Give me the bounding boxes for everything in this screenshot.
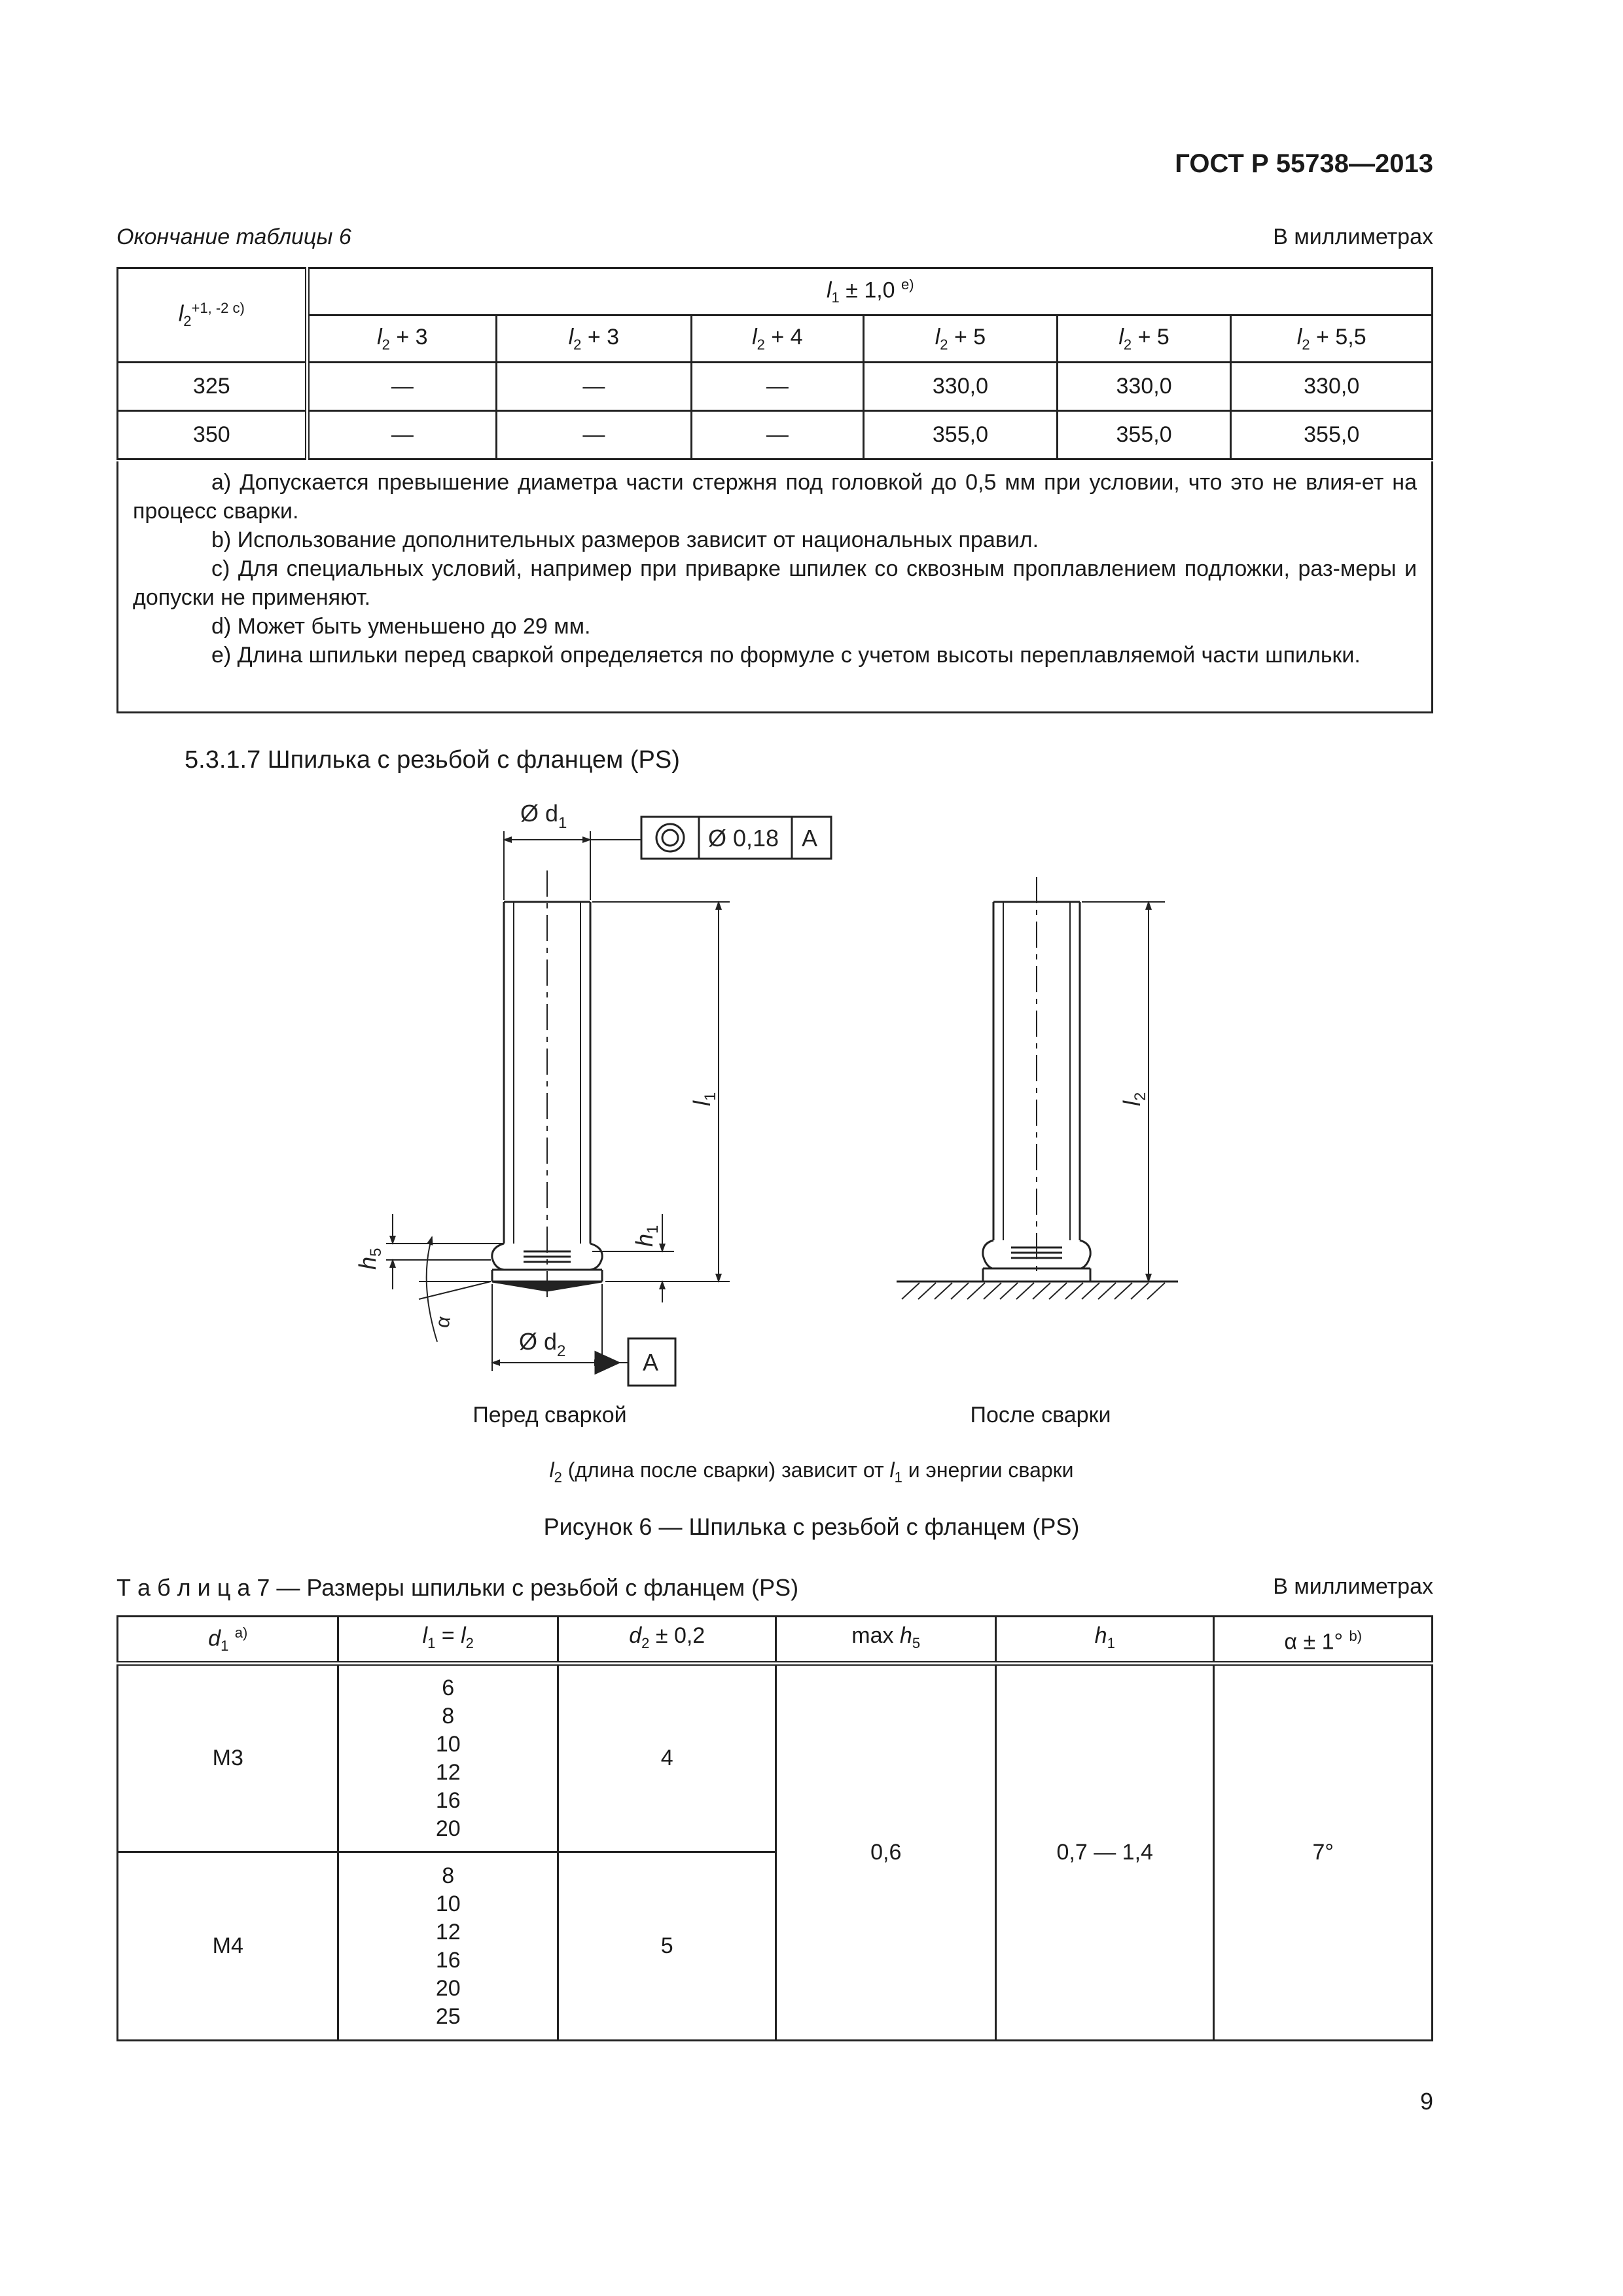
figure-stud-drawing xyxy=(0,782,1623,1404)
subheader-cell: $l_2 + 3$ xyxy=(307,315,497,363)
cell-max-h5: 0,6 xyxy=(776,1664,996,2041)
d2-label: Ø $d_2$ xyxy=(519,1328,566,1360)
cell-lengths: 8 10 12 16 20 25 xyxy=(338,1852,558,2041)
figure-title: Рисунок 6 — Шпилька с резьбой с фланцем (PS) xyxy=(543,1513,1080,1540)
note-b: b) Использование дополнительных размеров зависит от национальных правил. xyxy=(211,528,1039,552)
caption-before-welding: Перед сваркой xyxy=(473,1403,627,1427)
header-h1: $h_1$ xyxy=(995,1617,1214,1664)
page-number: 9 xyxy=(1419,2088,1433,2115)
note-a: a) Допускается превышение диаметра части стержня под головкой до 0,5 мм при условии, что это не влия-ет на процесс сварки. xyxy=(133,470,1417,524)
table-row xyxy=(118,1664,1433,1852)
header-l1-l2: $l_1 = l_2$ xyxy=(338,1617,558,1664)
note-c: c) Для специальных условий, например при приварке шпилек со сквозным проплавлением подложки, раз-меры и допуски не применяют. xyxy=(133,556,1417,610)
cell: — xyxy=(691,363,864,411)
header-max-h5: $\max h_5$ xyxy=(776,1617,996,1664)
cell: 355,0 xyxy=(864,411,1058,459)
cell-d2: 5 xyxy=(558,1852,776,2041)
l2-label: $l_2$ xyxy=(1118,1092,1149,1106)
cell: — xyxy=(497,411,692,459)
cell-d1: M4 xyxy=(118,1852,338,2041)
cell-d2: 4 xyxy=(558,1664,776,1852)
header-d1: $d_1$ $^{a)}$ xyxy=(118,1617,338,1664)
header-d2: $d_2 \pm 0,2$ xyxy=(558,1617,776,1664)
table-row xyxy=(118,363,1433,411)
units-note: В миллиметрах xyxy=(1273,224,1433,249)
table6 xyxy=(116,267,1433,460)
cell-lengths: 6 8 10 12 16 20 xyxy=(338,1664,558,1852)
tolerance-value: Ø 0,18 xyxy=(708,825,779,852)
d1-label: Ø $d_1$ xyxy=(520,800,567,832)
figure-note: $l_2$ (длина после сварки) зависит от $l_1$ и энергии сварки xyxy=(549,1458,1074,1486)
table-row xyxy=(118,411,1433,459)
tolerance-datum: A xyxy=(802,825,818,852)
cell: 330,0 xyxy=(864,363,1058,411)
cell: — xyxy=(307,411,497,459)
group-header-l1: $l_1 \pm 1,0$ $^{e)}$ xyxy=(307,268,1432,315)
caption-after-welding: После сварки xyxy=(970,1403,1111,1427)
col-header-l2: $l_2^{+1, -2 c)}$ xyxy=(118,268,308,363)
l1-label: $l_1$ xyxy=(688,1092,719,1106)
cell-alpha: 7° xyxy=(1214,1664,1433,2041)
cell-d1: M3 xyxy=(118,1664,338,1852)
table7-caption: Т а б л и ц а 7 — Размеры шпильки с резьбой с фланцем (PS) xyxy=(116,1574,799,1601)
table7-units: В миллиметрах xyxy=(1273,1574,1433,1599)
document-id: ГОСТ Р 55738—2013 xyxy=(1175,149,1433,178)
cell: — xyxy=(307,363,497,411)
note-e: e) Длина шпильки перед сваркой определяется по формуле с учетом высоты переплавляемой части шпильки. xyxy=(211,643,1361,668)
cell: 325 xyxy=(118,363,308,411)
table6-notes xyxy=(116,461,1433,713)
cell: — xyxy=(497,363,692,411)
h5-label: $h_5$ xyxy=(354,1247,385,1270)
note-d: d) Может быть уменьшено до 29 мм. xyxy=(211,614,591,639)
h1-label: $h_1$ xyxy=(631,1225,662,1247)
subheader-cell: $l_2 + 5$ xyxy=(1057,315,1231,363)
section-title: 5.3.1.7 Шпилька с резьбой с фланцем (PS) xyxy=(185,746,680,774)
cell: 355,0 xyxy=(1231,411,1433,459)
cell: 330,0 xyxy=(1057,363,1231,411)
header-alpha: α ± 1° $^{b)}$ xyxy=(1214,1617,1433,1664)
table6-caption: Окончание таблицы 6 xyxy=(116,224,351,249)
datum-a-box-label: A xyxy=(643,1349,659,1376)
cell: 330,0 xyxy=(1231,363,1433,411)
subheader-cell: $l_2 + 5,5$ xyxy=(1231,315,1433,363)
cell: — xyxy=(691,411,864,459)
cell: 350 xyxy=(118,411,308,459)
cell-h1: 0,7 — 1,4 xyxy=(995,1664,1214,2041)
subheader-cell: $l_2 + 5$ xyxy=(864,315,1058,363)
alpha-label: α xyxy=(431,1314,455,1330)
subheader-cell: $l_2 + 4$ xyxy=(691,315,864,363)
subheader-cell: $l_2 + 3$ xyxy=(497,315,692,363)
cell: 355,0 xyxy=(1057,411,1231,459)
table7 xyxy=(116,1615,1433,2041)
